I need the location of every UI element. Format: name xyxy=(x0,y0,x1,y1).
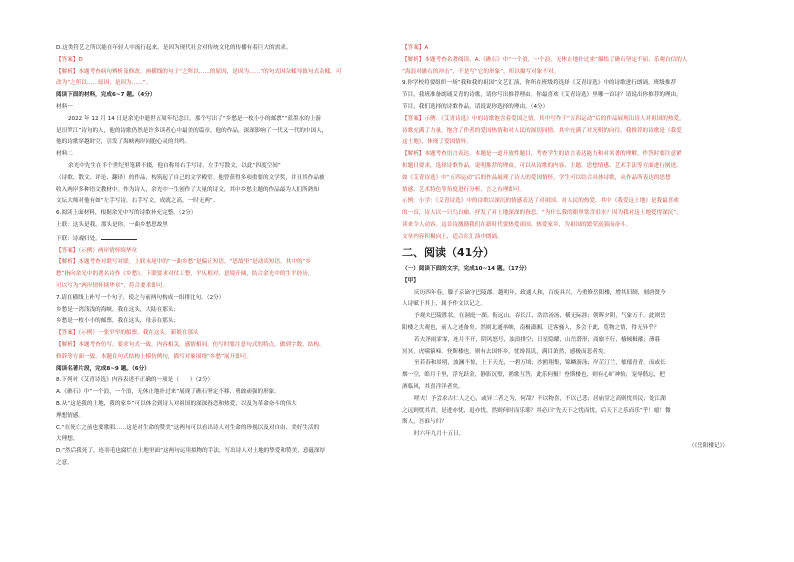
option-d-line: D.这类符艺之所以能在年轻人中流行起来，是因为现代社会对传统文化的传播有着巨大的需求。 xyxy=(56,45,292,51)
option-b: B.从“这是我的土地，我的家乡”可以体会到诗人对祖国的深深眷恋和热爱，以及为革命奋斗的伟大 xyxy=(56,400,297,407)
passage-line: 至若春和景明，波澜不惊，上下天光，一碧万顷；沙鸥翔集，锦鳞游泳；岸芷汀兰，郁郁青青。而或长 xyxy=(414,360,666,367)
question-9: 9.你学校将要组织一场“我和我的祖国”文艺汇演，你所在班级将选择《艾青诗选》中的诗歌进行朗诵。班级推荐 xyxy=(402,80,677,87)
paragraph-line: 文坛大师对他有如“左手写诗，右手写文，成就之高，一时无两”。 xyxy=(56,198,219,205)
question-7: 7.请在横线上补写一个句子，使之与前两句构成一组排比句。（2分） xyxy=(56,294,225,301)
example-text: 文章内容积极向上，适合在汇演中朗诵。 xyxy=(402,233,503,240)
answer-label: 【答案】D xyxy=(56,56,83,63)
analysis-text: “海浪对礁石的冲击”，不是写“它的形象”，所以描写对象不对。 xyxy=(402,68,560,75)
option-c: C.“在死亡之前也要歌唱……这是对生命的赞美”这两句可以看出诗人对生命的珍视以及对自由、美好生活的 xyxy=(56,424,320,431)
section-heading: （一）阅读下面的文字，完成10~14 题。（17分） xyxy=(402,265,530,272)
answer-text: 诗歌充满了力量，饱含了作者的爱国热情和对人民的深切同情，其中充满了对光明的向往。我推荐的诗歌是《我爱 xyxy=(402,127,682,134)
question-8: 8.下列对《艾青诗选》内容表述不正确的一项是（ ）（2分） xyxy=(56,377,214,384)
paragraph-line: 收入两岸多种语文教材中。作为诗人，余光中一生创作了大量的诗文，其中乡愁主题的作品最为人们所熟知 xyxy=(56,186,319,193)
answer-label: 【答案】示例：《艾青诗选》中的诗歌饱含着爱国之情，其中写作于“五四运动”后的作品展现出诗人对祖国的热爱， xyxy=(402,115,685,122)
answer-blank xyxy=(101,233,137,240)
analysis-text: 情感、艺术特色等角度进行分析，言之有理即可。 xyxy=(402,186,526,193)
passage-line: 酒临风，其喜洋洋者矣。 xyxy=(402,383,464,390)
section-heading: 阅读下面的材料，完成6~7 题。（4分） xyxy=(56,92,156,99)
answer-label: 【答案】（示例）一张窄窄的船票，我在这头，新娘在那头 xyxy=(56,330,199,337)
analysis-text: 可以写为“两岸情怀续华章”，符合要求即可。 xyxy=(56,282,169,289)
passage-line: 人诗赋于其上，属予作文以记之。 xyxy=(402,301,486,308)
passage-source: （《岳阳楼记》） xyxy=(688,442,728,449)
passage-line: 予观夫巴陵胜状，在洞庭一湖。衔远山，吞长江，浩浩汤汤，横无际涯；朝晖夕阴，气象万千。此则岳 xyxy=(414,313,666,320)
option-c-cont: 大理想。 xyxy=(56,436,79,443)
paragraph-line: 是汨罗江”诗句的人，他的诗歌仍然是许多读者心中最美的篇章。他的作品，深深影响了一代又一代的中国人， xyxy=(56,127,328,134)
analysis-text: 改为“之所以……原因，是因为……”。 xyxy=(56,80,152,87)
answer-text: 这土地》，体现了爱国情怀。 xyxy=(402,139,472,146)
paragraph-line: 乡愁是一枚小小的邮票，我在这头，母亲在那头； xyxy=(56,318,180,325)
analysis-text: 愁”指向余光中的著名诗作《乡愁》，下联要求对仗工整、平仄相对，意境开阔，结合余光中的生平经历， xyxy=(56,271,314,278)
paragraph-line: 乡愁是一湾浅浅的海峡，我在这头，大陆在那头； xyxy=(56,306,180,313)
passage-label: 【甲】 xyxy=(402,277,419,284)
couplet-lower: 下联：诗魂归处， xyxy=(56,233,392,243)
passage-line: 嗟夫！予尝求古仁人之心，或异二者之为，何哉？不以物喜，不以己悲；居庙堂之高则忧其民；处江湖 xyxy=(414,395,666,402)
example-text: 示例：小学：《艾青诗选》中的诗歌以深沉的情感表达了对祖国、对人民的热爱，其中《我爱这土地》是我最喜欢 xyxy=(402,198,679,205)
analysis-text: 扣题目要求，选择诗歌作品，说明推荐的理由。可以从诗歌的内容、主题、思想情感、艺术手法等方面进行阐述。 xyxy=(402,162,682,169)
right-column xyxy=(402,44,742,454)
analysis-text: 【解析】本题考查语言表达。本题是一道开放性题目，考查学生的语言表达能力和对名著的理解。作答时要注意紧 xyxy=(402,151,682,158)
option-d: D.“然后我死了，连羽毛也腐烂在土地里面”这两句运用拟物的手法，写出诗人对土地的挚爱和赞美，意蕴深厚 xyxy=(56,448,326,455)
passage-line: 冥冥，虎啸猿啼。登斯楼也，则有去国怀乡，忧谗畏讥，满目萧然，感极而悲者矣。 xyxy=(402,348,609,355)
left-column xyxy=(56,44,392,471)
paragraph-line: 节目，我班准备朗诵艾青的诗歌，请你写出推荐理由。你最喜欢《艾青诗选》里哪一首诗？请说出你推荐的理由。 xyxy=(402,92,682,99)
passage-line: 斯人，吾谁与归？ xyxy=(402,419,447,426)
answer-label: 【答案】A xyxy=(402,45,429,51)
passage-line: 之远则忧其君。是进亦忧，退亦忧。然则何时而乐耶？其必曰“先天下之忧而忧，后天下之乐而乐”乎！噫！微 xyxy=(402,407,671,414)
option-a: A.《礁石》中“一个浪，一个浪，无休止地扑过来”展现了礁石坚定不移、勇敢顽强的形象。 xyxy=(56,389,280,396)
paragraph-line: 他的诗歌穿越时空，引发了海峡两岸同胞心灵的共鸣。 xyxy=(56,139,191,146)
paragraph-line: 节目，我们选择的诗歌作品，请说说你选择的理由。（4分） xyxy=(402,103,549,110)
question-6: 6.阅读上面材料，根据余光中写的诗歌补充完整。（2分） xyxy=(56,210,197,217)
example-text: 的一首，诗人以一只鸟自喻，抒发了对土地深深的眷恋，“为什么我的眼里常含泪水？因为我对这土地爱得深沉”， xyxy=(402,210,682,217)
couplet-upper: 上联：这头是我，那头是你，一曲乡愁思故里 xyxy=(56,221,168,228)
passage-line: 烟一空，皓月千里，浮光跃金，静影沉璧，渔歌互答，此乐何极！登斯楼也，则有心旷神怡，宠辱偕忘，把 xyxy=(402,372,665,379)
section-heading: 阅读名著片段，完成8~9 题。（6分） xyxy=(56,365,150,372)
analysis-text: 修辞等方面一致。本题在句式结构上模仿例句，描写对象围绕“乡愁”展开即可。 xyxy=(56,353,252,360)
analysis-text: 【解析】本题考查病句辨析及修改。画横线的句子“之所以……的原因，是因为……”的句式因杂糅导致句式杂糅。可 xyxy=(56,68,342,75)
paragraph-line: 余光中先生在半个世纪里笔耕不辍，他自称用右手写诗、左手写散文，以此“四度空间” xyxy=(68,162,281,169)
analysis-text: 【解析】本题考查对联写对联。上联末尾中的“一曲乡愁”是偏正短语，“思故里”是动宾短语，其中的“乡 xyxy=(56,259,312,266)
option-d-cont: 之意。 xyxy=(56,459,73,466)
passage-line: 阳楼之大观也，前人之述备矣。然则北通巫峡，南极潇湘，迁客骚人，多会于此，览物之情，得无异乎？ xyxy=(402,324,660,331)
analysis-text: 【解析】本题考查名著阅读。A.《礁石》中“一个浪，一个浪，无休止地扑过来”描绘了礁石坚定不屈、乐观自信的人 xyxy=(402,56,688,63)
answer-label: 【答案】（示例）两岸情怀续华章 xyxy=(56,247,138,254)
material-label: 材料二 xyxy=(56,151,73,158)
analysis-text: 【解析】本题考查仿写。要求句式一致，内容相关，感情相同。仿写时要注意句式的特点，做到字数、结构、 xyxy=(56,341,325,348)
passage-line: 庆历四年春，滕子京谪守巴陵郡。越明年，政通人和，百废具兴。乃重修岳阳楼，增其旧制，刻唐贤今 xyxy=(414,289,666,296)
example-text: 读来令人动容。这首诗激励我们在新时代要热爱祖国、热爱家乡，为祖国的繁荣富强而奋斗。 xyxy=(402,221,632,228)
option-b-cont: 理想情感。 xyxy=(56,412,84,419)
paragraph-line: （诗歌、散文、评论、翻译）的作品，构筑起了自己的文学殿堂。他曾获得多项重要的文学奖，并且其作品被 xyxy=(56,174,325,181)
paragraph-line: 2022 年 12 月 14 日是余光中逝世五周年纪念日。那个写出了“乡愁是一枚小小的邮票”“蓝墨水的上游 xyxy=(68,115,322,122)
passage-line: 时六年九月十五日。 xyxy=(414,431,465,438)
section-title-reading: 二、阅读（41分） xyxy=(402,245,495,259)
passage-line: 若夫淫雨霏霏，连月不开，阴风怒号，浊浪排空；日星隐曜，山岳潜形；商旅不行，樯倾楫摧；薄暮 xyxy=(414,336,661,343)
analysis-text: 如《艾青诗选》中“五四运动”后的作品展现了诗人的爱国情怀，学生可以结合具体诗歌，从作品所表达的思想 xyxy=(402,174,671,181)
material-label: 材料一 xyxy=(56,103,73,110)
